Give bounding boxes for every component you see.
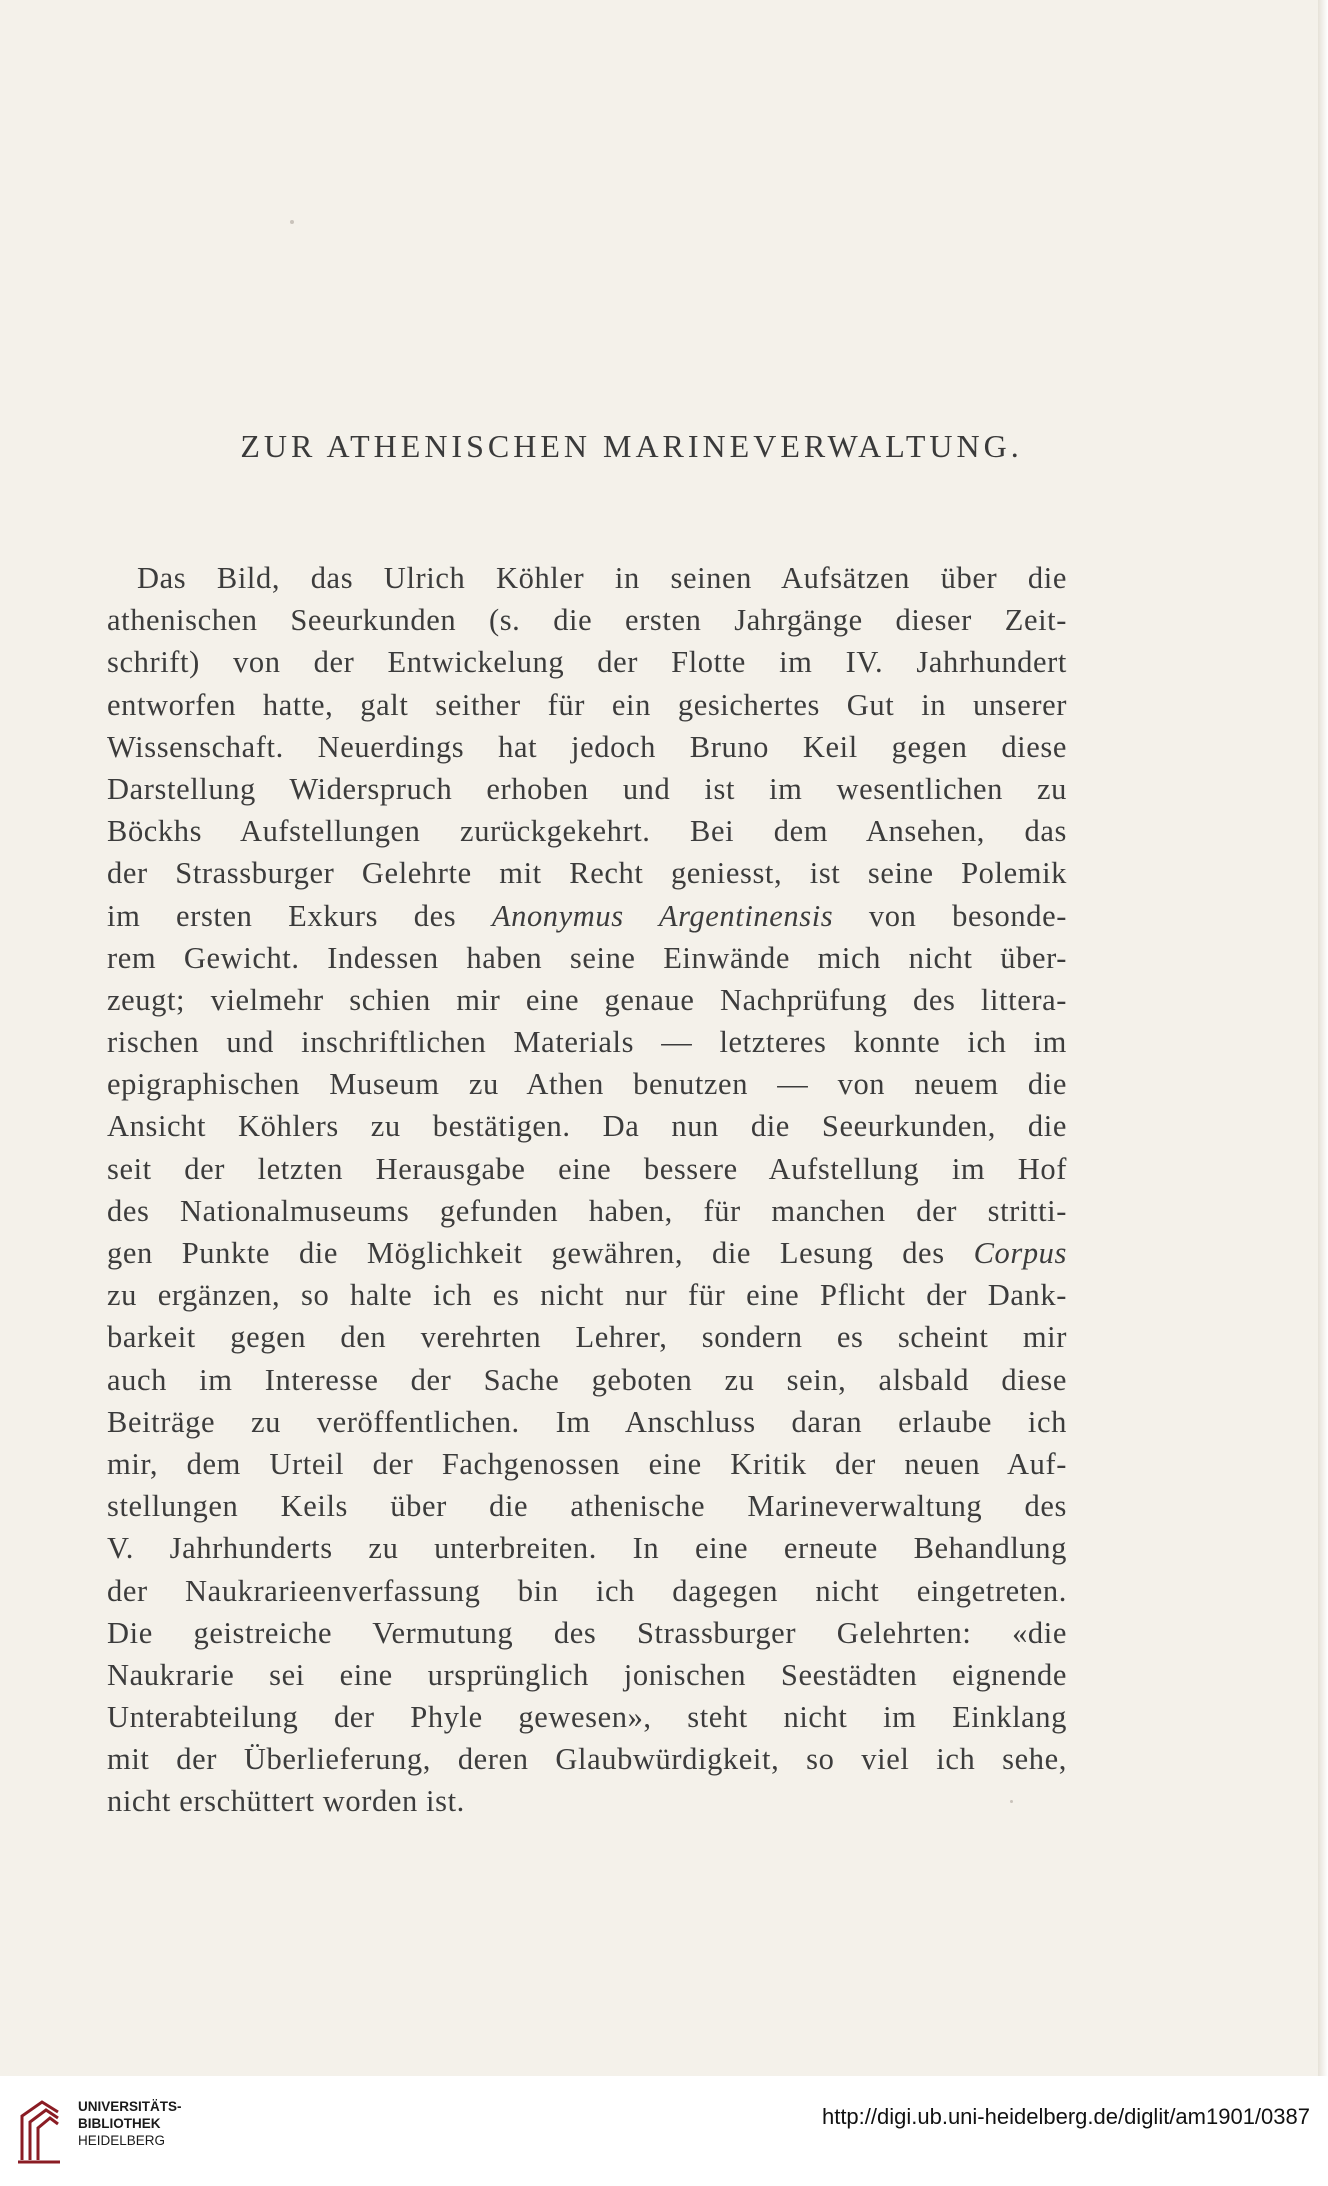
- text-segment: Böckhs Aufstellungen zurückgekehrt. Bei dem Ansehen, das: [107, 814, 1067, 849]
- text-line: [107, 1232, 1067, 1274]
- text-segment: schrift) von der Entwickelung der Flotte im IV. Jahrhundert: [107, 645, 1067, 680]
- text-segment: epigraphischen Museum zu Athen benutzen — von neuem die: [107, 1067, 1067, 1102]
- italic-text: Corpus: [973, 1236, 1067, 1270]
- text-line: [107, 1443, 1067, 1485]
- library-logo-icon: [16, 2096, 62, 2166]
- library-name: [78, 2098, 182, 2149]
- text-line: [107, 1274, 1067, 1316]
- text-line: [107, 852, 1067, 894]
- text-line: [107, 641, 1067, 683]
- text-segment: Ansicht Köhlers zu bestätigen. Da nun die Seeurkunden, die: [107, 1109, 1067, 1144]
- text-line: [107, 1527, 1067, 1569]
- text-segment: zeugt; vielmehr schien mir eine genaue Nachprüfung des littera-: [107, 982, 1067, 1017]
- text-segment: mir, dem Urteil der Fachgenossen eine Kritik der neuen Auf-: [107, 1446, 1067, 1481]
- library-name-line: BIBLIOTHEK: [78, 2116, 161, 2131]
- text-segment: Das Bild, das Ulrich Köhler in seinen Aufsätzen über die: [137, 561, 1067, 595]
- italic-text: Anonymus Argentinensis: [491, 898, 834, 933]
- text-line: [107, 1485, 1067, 1527]
- text-segment: rischen und inschriftlichen Materials — letzteres konnte ich im: [107, 1025, 1067, 1060]
- text-segment: auch im Interesse der Sache geboten zu sein, alsbald diese: [107, 1362, 1067, 1397]
- text-segment: der Naukrarieenverfassung bin ich dagegen nicht eingetreten.: [107, 1573, 1067, 1608]
- text-line: [107, 1105, 1067, 1147]
- text-segment: im ersten Exkurs des: [107, 898, 492, 933]
- article-title: ZUR ATHENISCHEN MARINEVERWALTUNG.: [240, 428, 1023, 464]
- text-segment: rem Gewicht. Indessen haben seine Einwände mich nicht über-: [107, 940, 1067, 975]
- text-line: [107, 1570, 1067, 1612]
- text-segment: von besonde-: [833, 898, 1067, 933]
- text-line: [107, 1401, 1067, 1443]
- text-segment: seit der letzten Herausgabe eine bessere Aufstellung im Hof: [107, 1151, 1067, 1186]
- text-line: [107, 1654, 1067, 1696]
- text-line: [107, 1316, 1067, 1358]
- text-segment: des Nationalmuseums gefunden haben, für manchen der stritti-: [107, 1193, 1067, 1228]
- text-line: [107, 979, 1067, 1021]
- text-line: [107, 1063, 1067, 1105]
- text-line: [107, 1780, 1067, 1822]
- text-segment: mit der Überlieferung, deren Glaubwürdigkeit, so viel ich sehe,: [107, 1742, 1067, 1777]
- text-line: [107, 557, 1067, 599]
- text-line: [107, 1148, 1067, 1190]
- text-segment: Die geistreiche Vermutung des Strassburger Gelehrten: «die: [107, 1615, 1067, 1650]
- text-line: [107, 768, 1067, 810]
- text-line: [107, 1612, 1067, 1654]
- text-line: [107, 684, 1067, 726]
- text-segment: nicht erschüttert worden ist.: [107, 1784, 465, 1819]
- text-segment: athenischen Seeurkunden (s. die ersten Jahrgänge dieser Zeit-: [107, 603, 1067, 638]
- article-body: [107, 557, 1067, 1823]
- text-segment: der Strassburger Gelehrte mit Recht geniesst, ist seine Polemik: [107, 856, 1067, 891]
- text-line: [107, 1696, 1067, 1738]
- text-line: [107, 599, 1067, 641]
- text-segment: Beiträge zu veröffentlichen. Im Anschluss daran erlaube ich: [107, 1404, 1067, 1439]
- footer-bar: [0, 2076, 1328, 2186]
- text-line: [107, 1021, 1067, 1063]
- text-segment: stellungen Keils über die athenische Marineverwaltung des: [107, 1489, 1067, 1524]
- text-segment: V. Jahrhunderts zu unterbreiten. In eine erneute Behandlung: [107, 1531, 1067, 1566]
- text-line: [107, 937, 1067, 979]
- paper-speck: [290, 220, 294, 224]
- library-name-line: HEIDELBERG: [78, 2133, 166, 2148]
- text-line: [107, 1359, 1067, 1401]
- text-segment: zu ergänzen, so halte ich es nicht nur für eine Pflicht der Dank-: [107, 1278, 1067, 1313]
- text-line: [107, 1738, 1067, 1780]
- text-segment: Naukrarie sei eine ursprünglich jonischen Seestädten eignende: [107, 1657, 1067, 1692]
- text-segment: Darstellung Widerspruch erhoben und ist im wesentlichen zu: [107, 771, 1067, 806]
- text-line: [107, 726, 1067, 768]
- text-line: [107, 810, 1067, 852]
- text-segment: Wissenschaft. Neuerdings hat jedoch Bruno Keil gegen diese: [107, 729, 1067, 764]
- text-segment: entworfen hatte, galt seither für ein gesichertes Gut in unserer: [107, 687, 1067, 722]
- text-segment: Unterabteilung der Phyle gewesen», steht nicht im Einklang: [107, 1700, 1067, 1735]
- library-name-line: UNIVERSITÄTS-: [78, 2099, 182, 2114]
- permalink-url[interactable]: http://digi.ub.uni-heidelberg.de/diglit/am1901/0387: [821, 2104, 1310, 2129]
- text-segment: gen Punkte die Möglichkeit gewähren, die Lesung des: [107, 1236, 974, 1270]
- text-line: [107, 895, 1067, 937]
- page-edge: [1318, 0, 1328, 2076]
- text-segment: barkeit gegen den verehrten Lehrer, sondern es scheint mir: [107, 1320, 1067, 1355]
- text-line: [107, 1190, 1067, 1232]
